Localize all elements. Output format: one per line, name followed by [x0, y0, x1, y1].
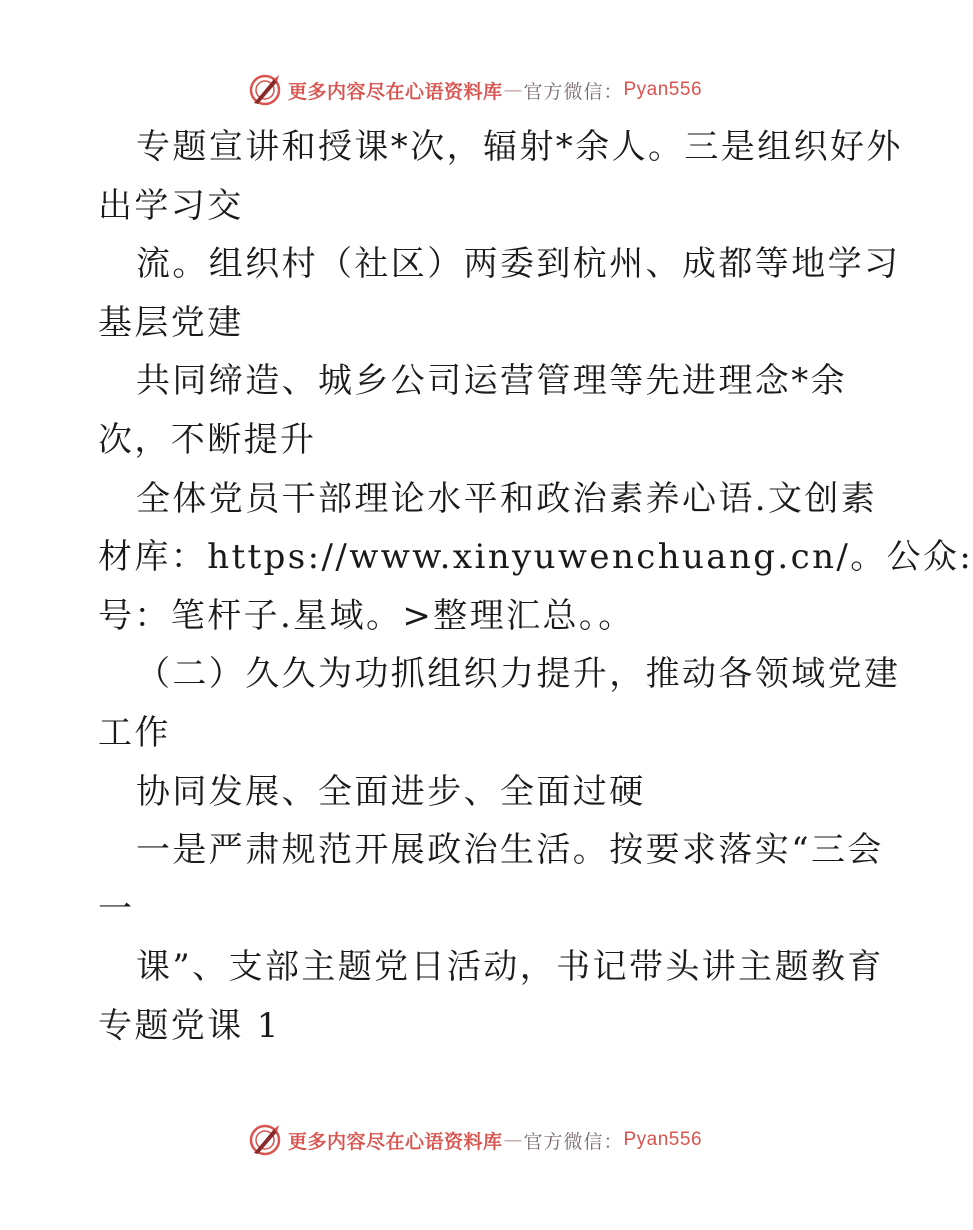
body-line: 出学习交 [98, 185, 244, 226]
body-line: 专题党课 1 [98, 1005, 281, 1046]
body-line: 次，不断提升 [98, 419, 317, 460]
body-line: 专题宣讲和授课*次，辐射*余人。三是组织好外 [136, 127, 903, 167]
body-line: 一是严肃规范开展政治生活。按要求落实“三会 [136, 830, 884, 871]
banner-main-text: 更多内容尽在心语资料库 [287, 1130, 503, 1153]
body-line: 流。组织村（社区）两委到杭州、成都等地学习 [136, 244, 901, 285]
body-line: 号：笔杆子.星域。>整理汇总。。 [98, 595, 635, 636]
body-line: 共同缔造、城乡公司运营管理等先进理念*余 [136, 361, 847, 402]
quill-logo-icon [248, 73, 282, 107]
body-line: 材库：https://www.xinyuwenchuang.cn/。公众: [98, 537, 973, 578]
quill-logo-icon [248, 1123, 282, 1157]
body-line: 工作 [98, 712, 171, 753]
body-line: 基层党建 [98, 302, 244, 343]
body-line: （二）久久为功抓组织力提升，推动各领域党建 [136, 654, 901, 695]
body-line: 全体党员干部理论水平和政治素养心语.文创素 [136, 478, 878, 519]
banner-wechat-id: Pyan556 [623, 79, 703, 100]
banner-main-text: 更多内容尽在心语资料库 [287, 80, 503, 103]
document-body [98, 118, 973, 1056]
body-line: 课”、支部主题党日活动，书记带头讲主题教育 [136, 947, 884, 988]
footer-banner [0, 1120, 950, 1160]
header-banner [0, 70, 950, 110]
body-line: 协同发展、全面进步、全面过硬 [136, 771, 646, 812]
banner-wechat-label: 官方微信： [523, 1130, 624, 1153]
body-line: 一 [98, 888, 135, 929]
banner-dash: — [503, 79, 523, 101]
banner-wechat-id: Pyan556 [623, 1129, 703, 1150]
banner-wechat-label: 官方微信： [523, 80, 624, 103]
banner-dash: — [503, 1129, 523, 1151]
